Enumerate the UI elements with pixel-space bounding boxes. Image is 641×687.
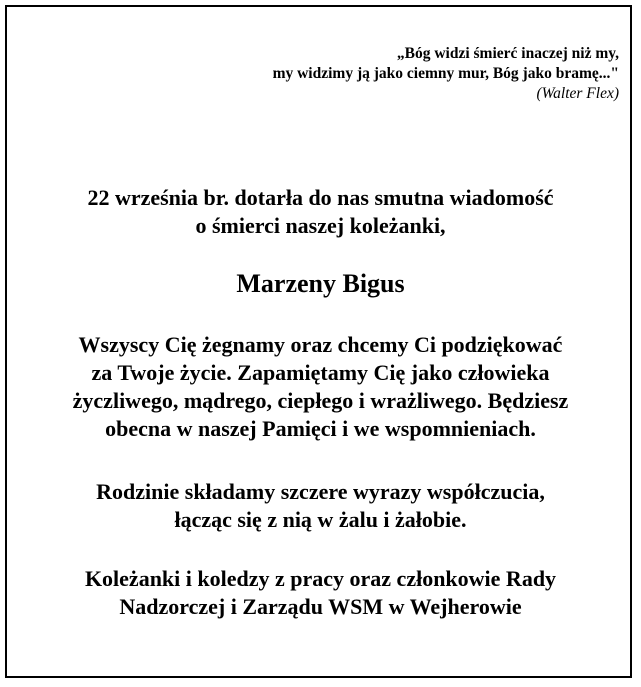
quote-line-1: „Bóg widzi śmierć inaczej niż my, — [396, 45, 619, 62]
announcement-intro — [0, 184, 641, 240]
farewell-line-2: za Twoje życie. Zapamiętamy Cię jako człowieka — [91, 360, 550, 385]
intro-line-1: 22 września br. dotarła do nas smutna wiadomość — [87, 185, 554, 210]
signature-line-2: Nadzorczej i Zarządu WSM w Wejherowie — [119, 594, 522, 619]
farewell-line-1: Wszyscy Cię żegnamy oraz chcemy Ci podziękować — [78, 332, 563, 357]
condolence-paragraph — [0, 478, 641, 534]
epigraph-quote — [273, 44, 619, 104]
quote-line-2: my widzimy ją jako ciemny mur, Bóg jako bramę..." — [272, 65, 619, 82]
signature-paragraph — [0, 565, 641, 621]
signature-line-1: Koleżanki i koledzy z pracy oraz członkowie Rady — [84, 566, 557, 591]
deceased-name: Marzeny Bigus — [236, 269, 405, 298]
quote-author: (Walter Flex) — [536, 85, 619, 102]
farewell-line-4: obecna w naszej Pamięci i we wspomnieniach. — [105, 416, 536, 441]
condolence-line-1: Rodzinie składamy szczere wyrazy współczucia, — [96, 479, 545, 504]
farewell-line-3: życzliwego, mądrego, ciepłego i wrażliwego. Będziesz — [72, 388, 569, 413]
intro-line-2: o śmierci naszej koleżanki, — [195, 213, 446, 238]
condolence-line-2: łącząc się z nią w żalu i żałobie. — [174, 507, 467, 532]
farewell-paragraph — [0, 331, 641, 443]
